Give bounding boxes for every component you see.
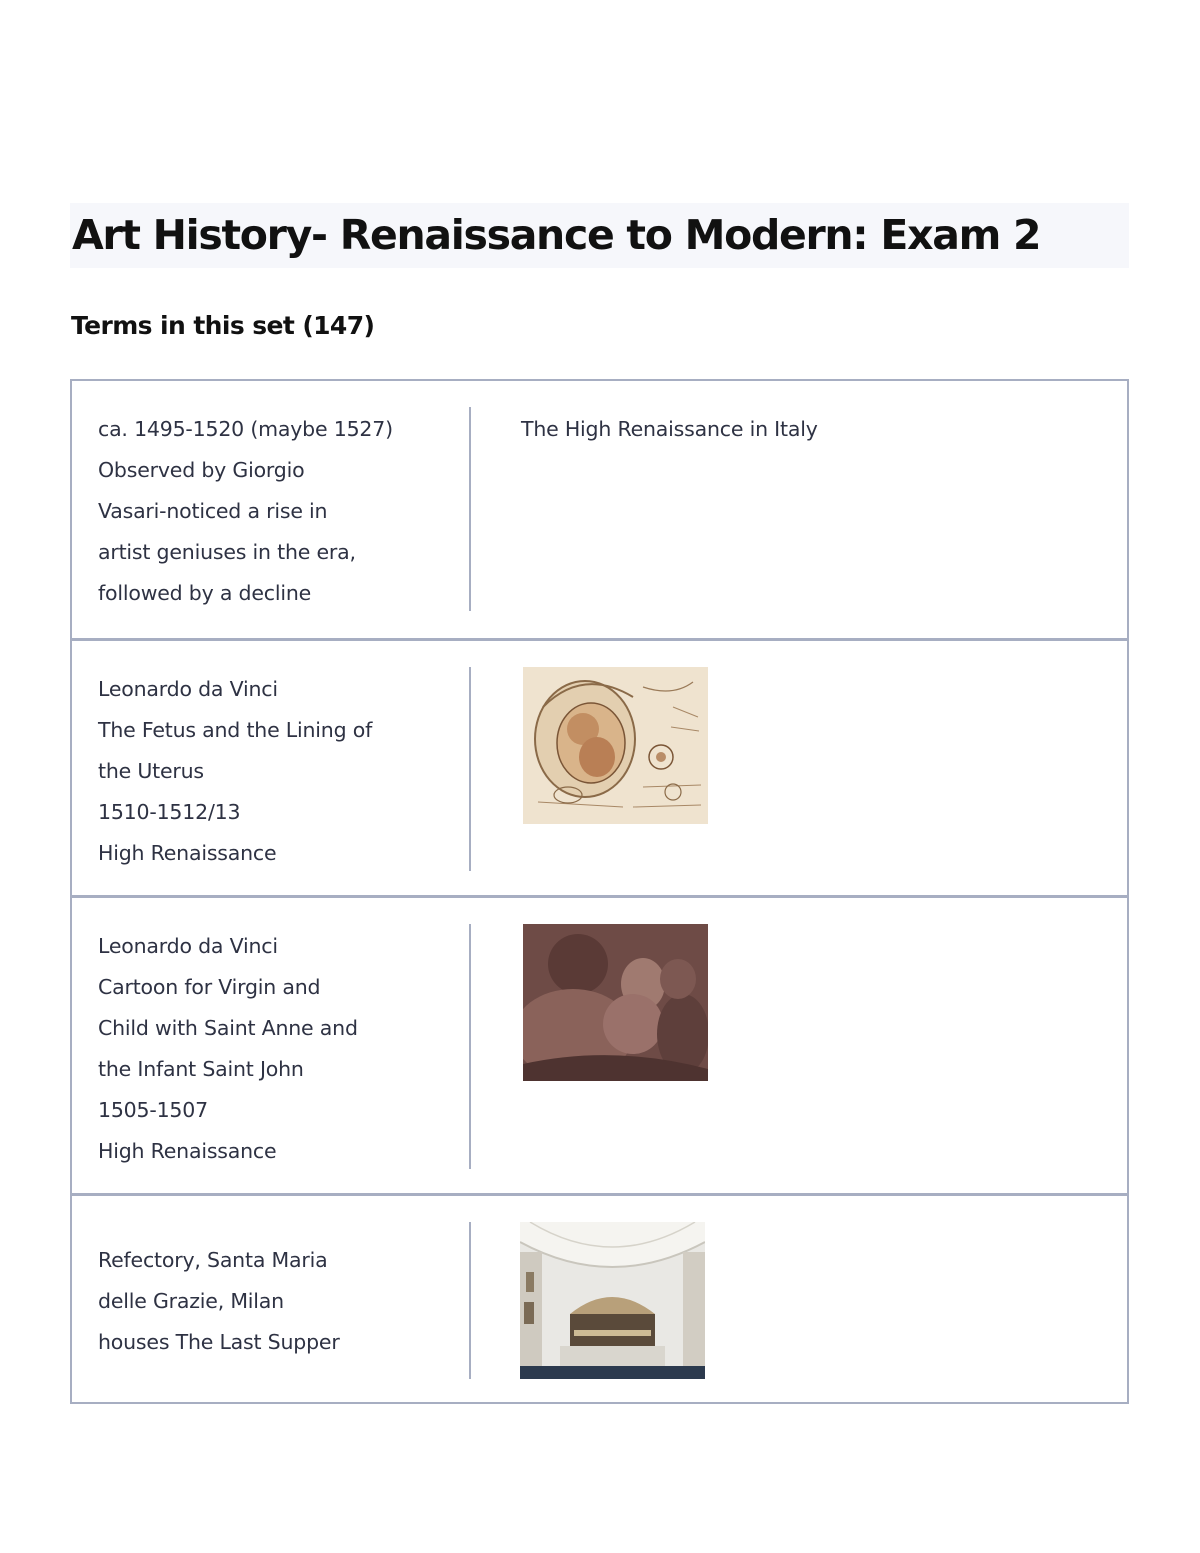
fetus-drawing-image [523,667,708,824]
card-term: Leonardo da Vinci The Fetus and the Lining of the Uterus 1510-1512/13 High Renaissance [98,677,373,865]
terms-count-heading: Terms in this set (147) [71,311,375,340]
card-divider [469,924,471,1169]
card-divider [469,407,471,611]
refectory-last-supper-image [520,1222,705,1379]
flashcard[interactable] [72,638,1127,895]
card-definition: The High Renaissance in Italy [521,417,818,441]
flashcard[interactable] [72,895,1127,1193]
flashcard[interactable] [72,381,1127,638]
card-term: ca. 1495-1520 (maybe 1527) Observed by Giorgio Vasari-noticed a rise in artist geniuses in the era, followed by a decline [98,417,393,605]
flashcard-list [70,379,1129,1404]
page-title: Art History- Renaissance to Modern: Exam 2 [72,211,1041,259]
card-term: Leonardo da Vinci Cartoon for Virgin and Child with Saint Anne and the Infant Saint John 1505-1507 High Renaissance [98,934,358,1163]
flashcard[interactable] [72,1193,1127,1402]
card-divider [469,1222,471,1379]
title-banner [70,203,1129,268]
card-term: Refectory, Santa Maria delle Grazie, Milan houses The Last Supper [98,1248,340,1354]
card-divider [469,667,471,871]
cartoon-virgin-child-image [523,924,708,1081]
